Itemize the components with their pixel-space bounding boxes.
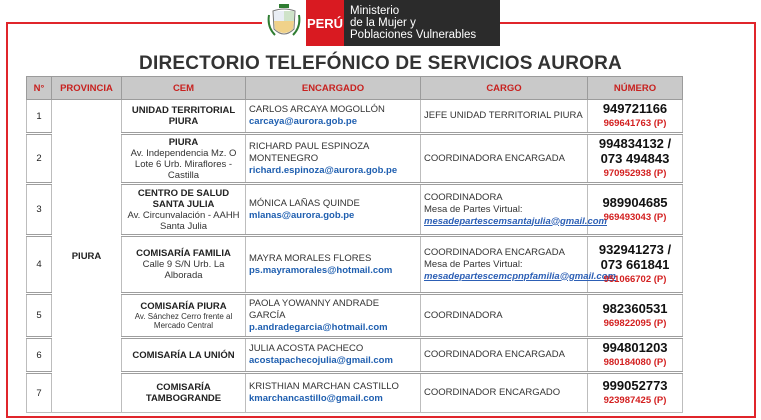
- table-row: [27, 373, 683, 413]
- ministry-line-2: de la Mujer y: [350, 17, 416, 29]
- encargado-name: PAOLA YOWANNY ANDRADE GARCÍA: [249, 297, 380, 321]
- phone-main: 949721166: [602, 101, 668, 116]
- cem-cell: [122, 184, 246, 236]
- phone-alt: 969822095 (P): [603, 317, 667, 329]
- cargo-text: COORDINADOR ENCARGADO: [424, 387, 561, 398]
- mesa-partes-email-link[interactable]: mesadepartescemcpnpfamilia@gmail.com: [424, 270, 616, 282]
- cem-cell: [122, 100, 246, 134]
- phone-alt: 951066702 (P): [603, 274, 667, 285]
- phone-main: 989904685: [602, 194, 668, 210]
- cargo-mesa-label: Mesa de Partes Virtual:: [424, 203, 523, 215]
- phone-main: 982360531: [602, 300, 668, 316]
- directory-table: [26, 76, 683, 413]
- cem-address: Av. Sánchez Cerro frente al Mercado Central: [134, 312, 233, 330]
- encargado-email-link[interactable]: mlanas@aurora.gob.pe: [249, 209, 355, 221]
- encargado-email-link[interactable]: ps.mayramorales@hotmail.com: [249, 264, 393, 276]
- ministry-line-3: Poblaciones Vulnerables: [350, 29, 477, 41]
- peru-brand-box: [306, 0, 344, 46]
- row-number: 1: [27, 100, 52, 134]
- cargo-text: COORDINADORA ENCARGADA: [424, 246, 565, 258]
- red-frame-right: [754, 22, 756, 418]
- cem-cell: [122, 236, 246, 294]
- cem-name: COMISARÍA PIURA: [140, 301, 227, 312]
- cem-name: COMISARÍA LA UNIÓN: [132, 349, 235, 361]
- phone-main: 999052773: [602, 378, 668, 393]
- encargado-email-link[interactable]: carcaya@aurora.gob.pe: [249, 116, 358, 127]
- table-row: [27, 236, 683, 294]
- phone-cell: [588, 100, 683, 134]
- encargado-name: JULIA ACOSTA PACHECO: [249, 343, 364, 354]
- header-numero: NÚMERO: [588, 77, 683, 100]
- header-encargado: ENCARGADO: [246, 77, 421, 100]
- cargo-cell: [421, 338, 588, 373]
- encargado-name: MÓNICA LAÑAS QUINDE: [249, 197, 360, 209]
- encargado-name: MAYRA MORALES FLORES: [249, 252, 372, 264]
- header-provincia: PROVINCIA: [52, 77, 122, 100]
- table-row: [27, 100, 683, 134]
- cem-address: Av. Independencia Mz. O Lote 6 Urb. Miraflores - Castilla: [130, 147, 237, 181]
- cem-name: UNIDAD TERRITORIAL PIURA: [131, 105, 236, 127]
- phone-cell: [588, 373, 683, 413]
- row-number: 6: [27, 338, 52, 373]
- encargado-email-link[interactable]: acostapachecojulia@gmail.com: [249, 355, 393, 366]
- phone-cell: [588, 134, 683, 184]
- encargado-cell: [246, 184, 421, 236]
- encargado-cell: [246, 134, 421, 184]
- province-cell: PIURA: [52, 100, 122, 413]
- cargo-cell: [421, 236, 616, 294]
- ministry-name-box: [344, 0, 500, 46]
- phone-alt: 980184080 (P): [603, 357, 667, 368]
- mesa-partes-email-link[interactable]: mesadepartescemsantajulia@gmail.com: [424, 215, 607, 227]
- phone-alt: 923987425 (P): [603, 395, 667, 406]
- table-row: [27, 294, 683, 338]
- cem-name: COMISARÍA FAMILIA: [136, 248, 231, 259]
- coat-of-arms-icon: [262, 0, 306, 46]
- cem-name: COMISARÍA TAMBOGRANDE: [145, 382, 222, 404]
- ministry-line-1: Ministerio: [350, 5, 400, 17]
- encargado-email-link[interactable]: kmarchancastillo@gmail.com: [249, 393, 383, 404]
- red-frame-left: [6, 22, 8, 418]
- phone-main: 932941273 /: [598, 242, 672, 257]
- encargado-cell: [246, 338, 421, 373]
- encargado-cell: [246, 373, 421, 413]
- row-number: 3: [27, 184, 52, 236]
- header-cem: CEM: [122, 77, 246, 100]
- phone-main-landline: 073 494843: [600, 151, 670, 166]
- cargo-text: COORDINADORA: [424, 191, 503, 203]
- cargo-text: JEFE UNIDAD TERRITORIAL PIURA: [424, 110, 583, 121]
- cargo-mesa-label: Mesa de Partes Virtual:: [424, 258, 523, 270]
- phone-main-landline: 073 661841: [600, 257, 670, 272]
- cargo-cell: [421, 100, 588, 134]
- cem-name: PIURA: [168, 136, 199, 148]
- phone-alt: 969641763 (P): [603, 118, 667, 129]
- phone-cell: [588, 338, 683, 373]
- red-frame-bottom: [6, 416, 756, 418]
- table-row: [27, 134, 683, 184]
- phone-cell: [588, 236, 683, 294]
- row-number: 2: [27, 134, 52, 184]
- table-row: [27, 338, 683, 373]
- phone-main: 994834132 /: [598, 136, 672, 151]
- encargado-email-link[interactable]: p.andradegarcia@hotmail.com: [249, 321, 388, 333]
- row-number: 7: [27, 373, 52, 413]
- phone-alt: 969493043 (P): [603, 211, 667, 223]
- cem-cell: [122, 338, 246, 373]
- encargado-cell: [246, 100, 421, 134]
- encargado-name: CARLOS ARCAYA MOGOLLÓN: [249, 104, 385, 115]
- table-row: [27, 184, 683, 236]
- cem-name: CENTRO DE SALUD SANTA JULIA: [137, 187, 230, 210]
- cargo-cell: [421, 373, 588, 413]
- cargo-cell: [421, 134, 588, 184]
- encargado-email-link[interactable]: richard.espinoza@aurora.gob.pe: [249, 164, 398, 176]
- encargado-name: RICHARD PAUL ESPINOZA MONTENEGRO: [249, 140, 369, 164]
- cem-cell: [122, 294, 246, 338]
- table-header-row: [27, 77, 683, 100]
- page-title: DIRECTORIO TELEFÓNICO DE SERVICIOS AURORA: [139, 53, 622, 74]
- cargo-cell: [421, 294, 588, 338]
- cargo-text: COORDINADORA ENCARGADA: [424, 152, 565, 164]
- phone-cell: [588, 184, 683, 236]
- cargo-text: COORDINADORA ENCARGADA: [424, 349, 565, 360]
- row-number: 5: [27, 294, 52, 338]
- phone-alt: 970952938 (P): [603, 168, 667, 179]
- phone-main: 994801203: [602, 340, 668, 355]
- phone-cell: [588, 294, 683, 338]
- encargado-cell: [246, 236, 421, 294]
- cem-address: Av. Circunvalación - AAHH Santa Julia: [127, 209, 240, 232]
- row-number: 4: [27, 236, 52, 294]
- encargado-cell: [246, 294, 421, 338]
- country-label: PERÚ: [306, 15, 344, 31]
- cargo-text: COORDINADORA: [424, 309, 503, 321]
- cem-cell: [122, 134, 246, 184]
- cem-cell: [122, 373, 246, 413]
- header-num: N°: [27, 77, 52, 100]
- cargo-cell: [421, 184, 607, 236]
- ministry-logo: [262, 0, 500, 46]
- encargado-name: KRISTHIAN MARCHAN CASTILLO: [249, 381, 399, 392]
- header-cargo: CARGO: [421, 77, 588, 100]
- cem-address: Calle 9 S/N Urb. La Alborada: [142, 259, 225, 281]
